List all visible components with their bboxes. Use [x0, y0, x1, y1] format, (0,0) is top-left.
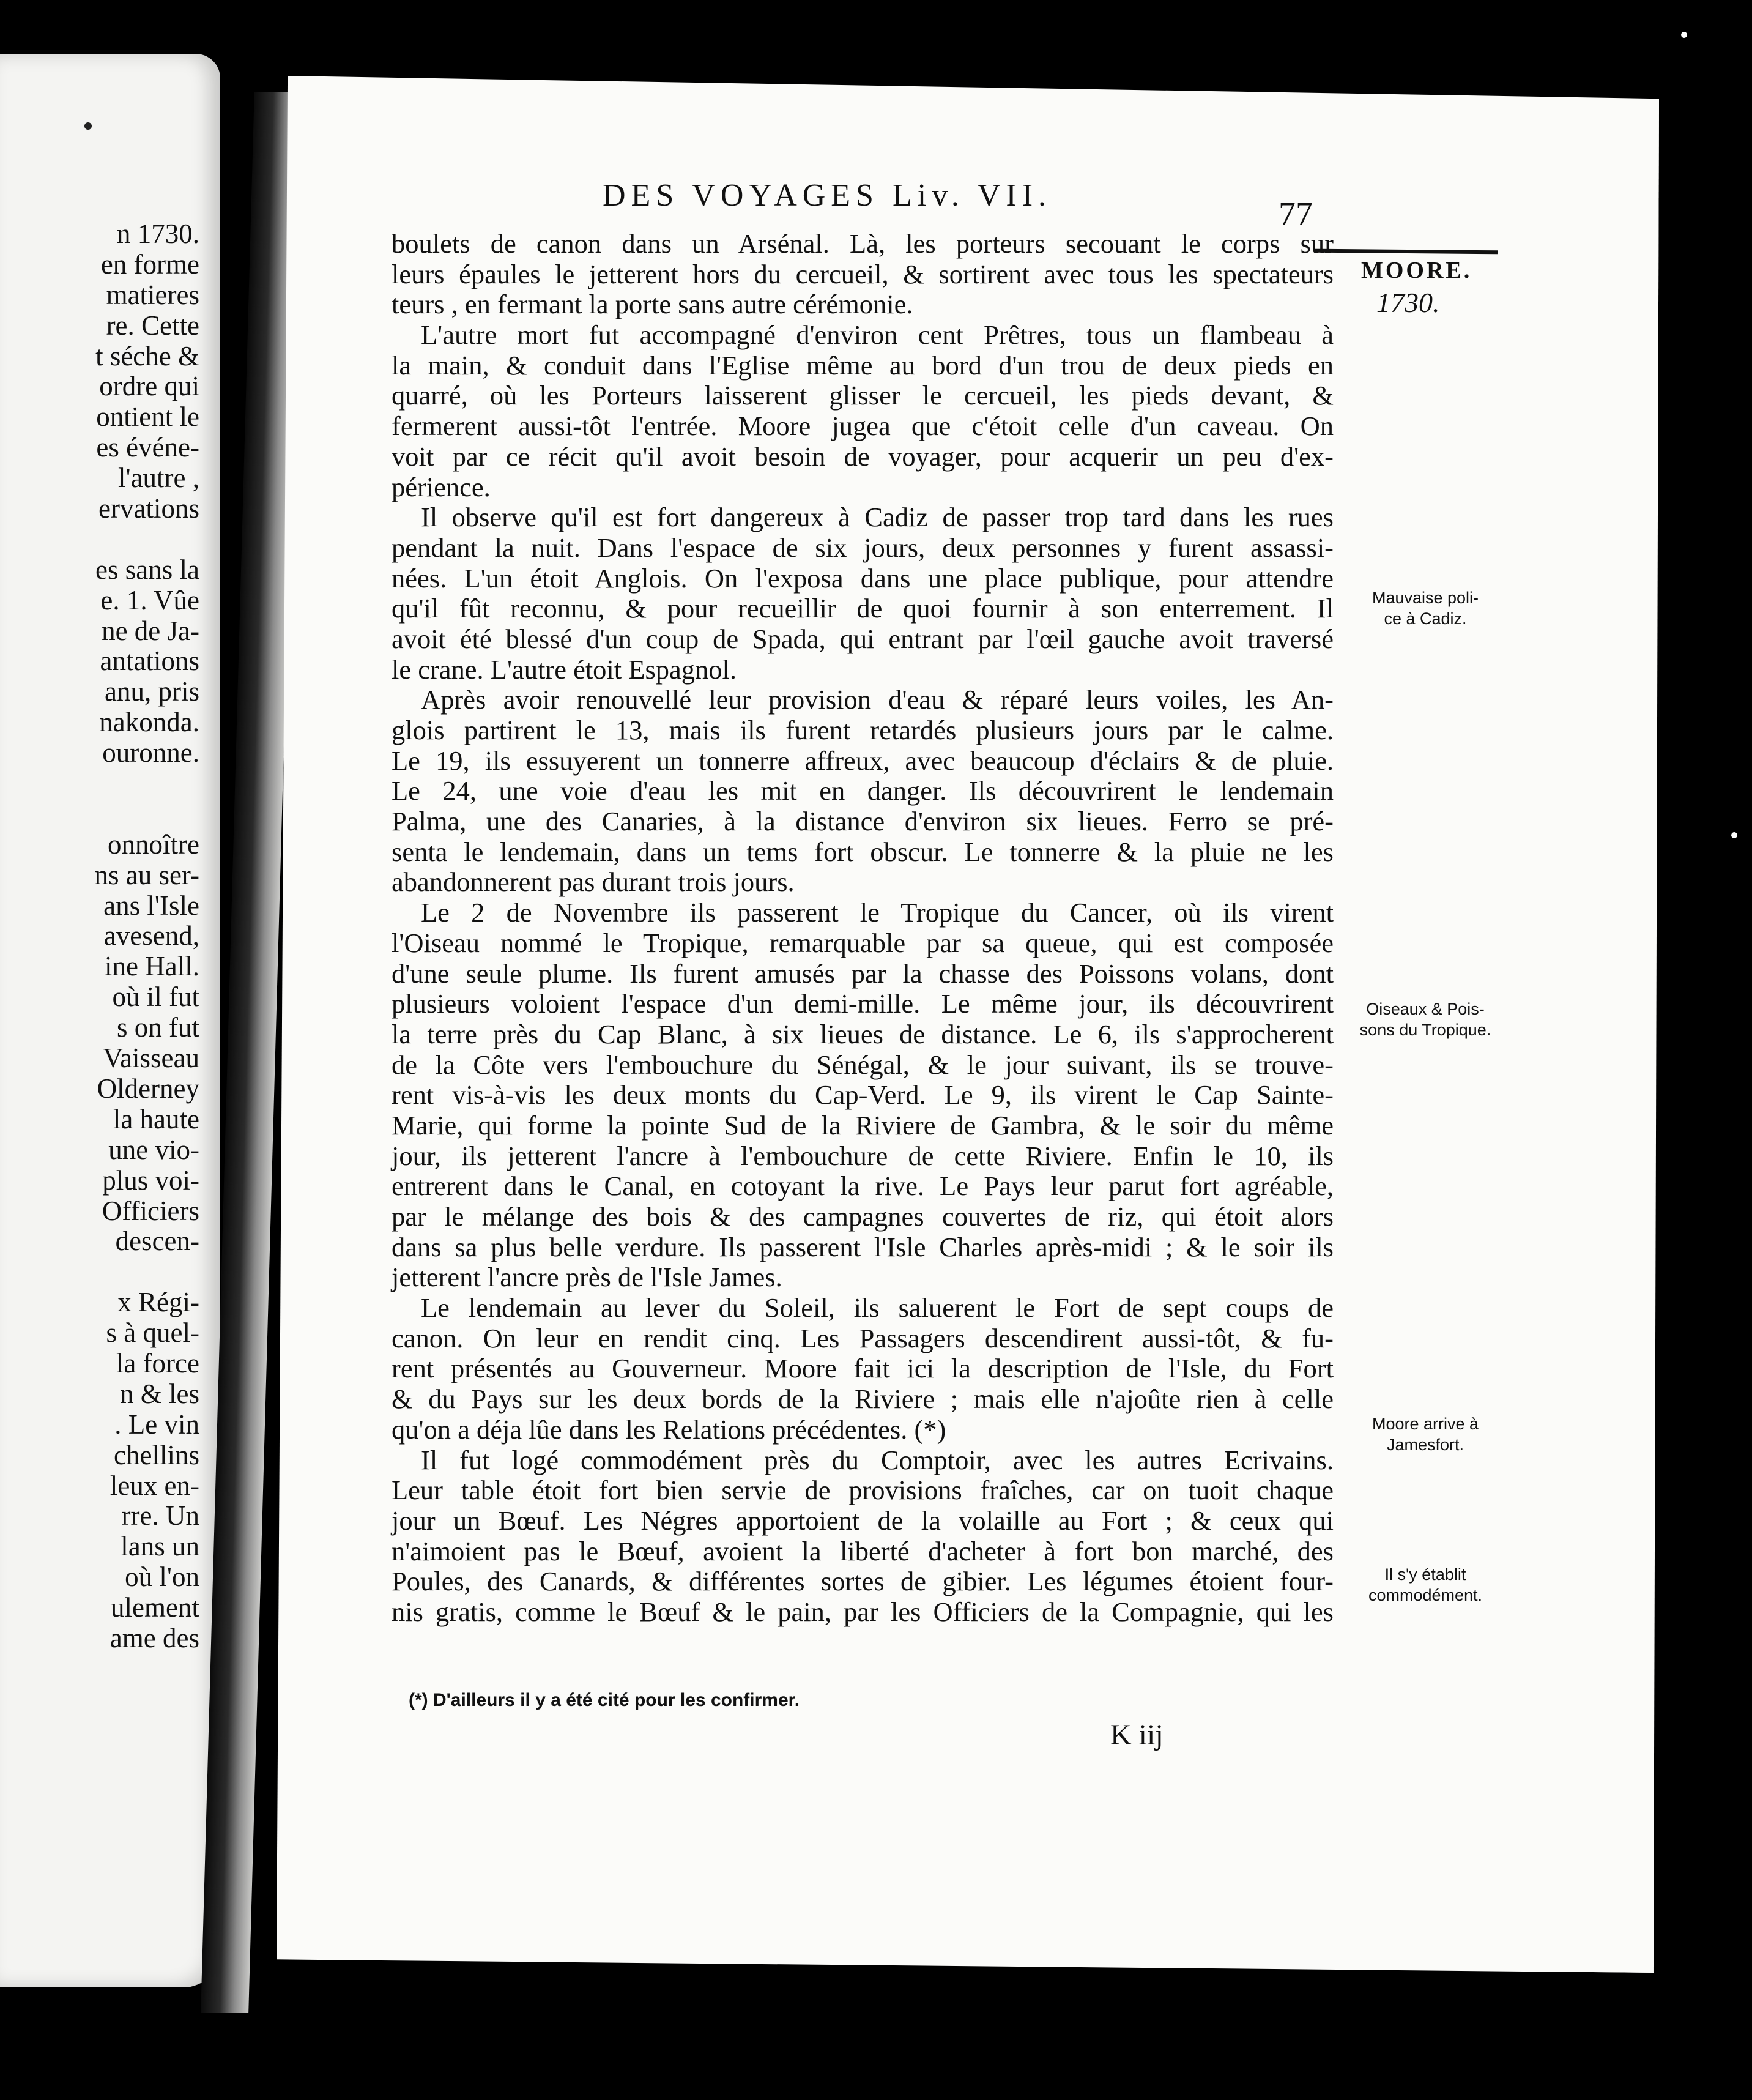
- left-page-line: ontient le: [96, 401, 199, 433]
- margin-note-line: sons du Tropique.: [1359, 1021, 1491, 1039]
- left-page-line: ine Hall.: [105, 951, 199, 982]
- left-page-line: t séche &: [95, 340, 199, 371]
- left-page-line: n & les: [120, 1378, 199, 1409]
- left-page-line: la haute: [113, 1103, 199, 1134]
- left-page-line: n 1730.: [117, 218, 199, 249]
- left-page-line: e. 1. Vûe: [100, 584, 199, 616]
- sidebar-year: 1730.: [1376, 287, 1440, 318]
- left-page-line: re. Cette: [106, 310, 199, 341]
- body-line: Après avoir renouvellé leur provision d'eau & réparé leurs voiles, les An-: [421, 684, 1334, 715]
- left-page-line: où l'on: [125, 1562, 199, 1593]
- body-line: d'une seule plume. Ils furent amusés par la chasse des Poissons volans, dont: [392, 958, 1334, 989]
- left-page-line: ame des: [110, 1622, 199, 1653]
- left-page-line: . Le vin: [114, 1409, 199, 1440]
- body-line: le crane. L'autre étoit Espagnol.: [392, 653, 737, 685]
- left-page-line: lans un: [121, 1531, 199, 1562]
- body-line: avoit été blessé d'un coup de Spada, qui entrant par l'œil gauche avoit traversé: [392, 623, 1334, 654]
- body-line: entrerent dans le Canal, en cotoyant la rive. Le Pays leur parut fort agréable,: [392, 1171, 1334, 1202]
- left-page-line: [0, 769, 199, 799]
- body-line: Le 2 de Novembre ils passerent le Tropique du Cancer, où ils virent: [421, 897, 1334, 928]
- body-line: senta le lendemain, dans un tems fort obscur. Le tonnerre & la pluie ne les: [392, 836, 1334, 867]
- sidebar-author: MOORE.: [1361, 258, 1472, 283]
- body-text: [392, 229, 1334, 1628]
- left-page-line: [0, 799, 199, 830]
- left-page-line: [0, 1257, 199, 1287]
- left-page-line: Vaisseau: [103, 1043, 199, 1074]
- body-line: par le mélange des bois & des campagnes couvertes de riz, qui étoit alors: [392, 1201, 1334, 1232]
- body-line: Palma, une des Canaries, à la distance d'environ six lieues. Ferro se pré-: [392, 806, 1334, 837]
- margin-note-line: Oiseaux & Pois-: [1366, 1000, 1485, 1018]
- left-page-line: x Régi-: [117, 1287, 199, 1318]
- left-page-line: en forme: [100, 248, 199, 280]
- body-line: dans sa plus belle verdure. Ils passerent l'Isle Charles après-midi ; & le soir ils: [392, 1231, 1334, 1262]
- body-line: L'autre mort fut accompagné d'environ cent Prêtres, tous un flambeau à: [421, 319, 1334, 351]
- body-line: nées. L'un étoit Anglois. On l'exposa dans une place publique, pour attendre: [392, 562, 1334, 594]
- left-page-line: es événe-: [96, 432, 199, 463]
- footnote: (*) D'ailleurs il y a été cité pour les confirmer.: [409, 1690, 800, 1710]
- left-page-line: l'autre ,: [117, 463, 199, 494]
- body-line: rent vis-à-vis les deux monts du Cap-Verd. Le 9, ils virent le Cap Sainte-: [392, 1079, 1334, 1111]
- running-head: DES VOYAGES Liv. VII.: [603, 178, 1052, 213]
- left-page-line: s on fut: [117, 1012, 199, 1043]
- signature-mark: K iij: [1110, 1719, 1164, 1751]
- body-line: Le lendemain au lever du Soleil, ils saluerent le Fort de sept coups de: [421, 1292, 1334, 1324]
- margin-note: [1334, 587, 1517, 629]
- margin-note: [1334, 1564, 1517, 1606]
- left-page-line: chellins: [114, 1439, 199, 1470]
- margin-note-line: ce à Cadiz.: [1384, 609, 1467, 628]
- left-page-line: avesend,: [103, 920, 199, 951]
- body-line: qu'on a déja lûe dans les Relations précédentes. (*): [392, 1413, 946, 1445]
- margin-note-line: Jamesfort.: [1386, 1435, 1464, 1454]
- left-page-line: descen-: [115, 1226, 199, 1257]
- left-page-line: Olderney: [97, 1073, 199, 1104]
- left-page-line: plus voi-: [102, 1164, 199, 1196]
- body-line: Leur table étoit fort bien servie de provisions fraîches, car on tuoit chaque: [392, 1475, 1334, 1506]
- body-line: Il fut logé commodément près du Comptoir, avec les autres Ecrivains.: [421, 1444, 1334, 1475]
- body-line: n'aimoient pas le Bœuf, avoient la liberté d'acheter à fort bon marché, des: [392, 1535, 1334, 1566]
- page-number: 77: [1279, 195, 1313, 233]
- left-page-line: ouronne.: [102, 737, 199, 769]
- body-line: la terre près du Cap Blanc, à six lieues de distance. Le 6, ils s'approcherent: [392, 1018, 1334, 1049]
- left-page-line: [0, 524, 199, 555]
- body-line: & du Pays sur les deux bords de la Riviere ; mais elle n'ajoûte rien à celle: [392, 1383, 1334, 1415]
- body-line: périence.: [392, 471, 491, 502]
- scan-speck: [1731, 832, 1737, 838]
- left-page-line: où il fut: [112, 981, 199, 1013]
- left-page-line: matieres: [106, 279, 199, 310]
- body-line: la main, & conduit dans l'Eglise même au bord d'un trou de deux pieds en: [392, 349, 1334, 381]
- left-page-line: ne de Ja-: [102, 615, 199, 646]
- margin-note-line: Moore arrive à: [1372, 1415, 1479, 1433]
- body-line: jour, ils jetterent l'ancre à l'embouchure de cette Riviere. Enfin le 10, ils: [392, 1140, 1334, 1171]
- margin-note-line: commodément.: [1368, 1586, 1483, 1604]
- left-page-line: onnoître: [108, 828, 199, 860]
- body-line: canon. On leur en rendit cinq. Les Passagers descendirent aussi-tôt, & fu-: [392, 1322, 1334, 1353]
- margin-note-line: Il s'y établit: [1384, 1565, 1466, 1584]
- body-line: boulets de canon dans un Arsénal. Là, les porteurs secouant le corps sur: [392, 228, 1334, 259]
- body-line: teurs , en fermant la porte sans autre cérémonie.: [392, 289, 913, 320]
- left-page-text: [0, 219, 199, 1654]
- body-line: Le 19, ils essuyerent un tonnerre affreux, avec beaucoup d'éclairs & de pluie.: [392, 745, 1334, 776]
- body-line: leurs épaules le jetterent hors du cercueil, & sortirent avec tous les spectateurs: [392, 258, 1334, 289]
- margin-note: [1334, 999, 1517, 1040]
- left-page-line: ulement: [111, 1592, 199, 1623]
- left-page-line: ervations: [98, 493, 199, 524]
- body-line: quarré, où les Porteurs laisserent glisser le cercueil, les pieds devant, &: [392, 380, 1334, 411]
- body-line: Le 24, une voie d'eau les mit en danger. Ils découvrirent le lendemain: [392, 775, 1334, 806]
- margin-note-line: Mauvaise poli-: [1372, 589, 1479, 607]
- body-line: l'Oiseau nommé le Tropique, remarquable par sa queue, qui est composée: [392, 927, 1334, 958]
- body-line: de la Côte vers l'embouchure du Sénégal, & le jour suivant, ils se trouve-: [392, 1049, 1334, 1080]
- left-page-line: rre. Un: [121, 1500, 199, 1532]
- body-line: pendant la nuit. Dans l'espace de six jours, deux personnes y furent assassi-: [392, 532, 1334, 563]
- body-line: rent présentés au Gouverneur. Moore fait ici la description de l'Isle, du Fort: [392, 1353, 1334, 1384]
- body-line: Il observe qu'il est fort dangereux à Cadiz de passer trop tard dans les rues: [421, 502, 1334, 533]
- margin-note: [1334, 1413, 1517, 1455]
- body-line: Marie, qui forme la pointe Sud de la Riviere de Gambra, & le soir du même: [392, 1109, 1334, 1141]
- left-page-line: nakonda.: [99, 707, 199, 738]
- body-line: nis gratis, comme le Bœuf & le pain, par les Officiers de la Compagnie, qui les: [392, 1596, 1334, 1627]
- body-line: jour un Bœuf. Les Négres apportoient de la volaille au Fort ; & ceux qui: [392, 1505, 1334, 1536]
- left-page-line: la force: [116, 1347, 199, 1379]
- ink-mark: [84, 122, 92, 130]
- body-line: glois partirent le 13, mais ils furent retardés plusieurs jours par le calme.: [392, 715, 1334, 745]
- body-line: jetterent l'ancre près de l'Isle James.: [392, 1262, 782, 1293]
- left-page-line: anu, pris: [105, 676, 199, 707]
- left-page-line: une vio-: [108, 1134, 199, 1165]
- body-line: plusieurs voloient l'espace d'un demi-mille. Le même jour, ils découvrirent: [392, 988, 1334, 1019]
- left-facing-page: [0, 54, 220, 1987]
- body-line: abandonnerent pas durant trois jours.: [392, 866, 795, 898]
- body-line: voit par ce récit qu'il avoit besoin de voyager, pour acquerir un peu d'ex-: [392, 441, 1334, 472]
- left-page-line: leux en-: [110, 1470, 199, 1501]
- left-page-line: Officiers: [102, 1195, 199, 1226]
- body-line: qu'il fût reconnu, & pour recueillir de quoi fournir à son enterrement. Il: [392, 593, 1334, 624]
- body-line: fermerent aussi-tôt l'entrée. Moore jugea que c'étoit celle d'un caveau. On: [392, 411, 1334, 442]
- left-page-line: s à quel-: [106, 1317, 199, 1349]
- left-page-line: ordre qui: [99, 371, 199, 402]
- left-page-line: es sans la: [95, 554, 199, 585]
- left-page-line: ns au ser-: [94, 859, 199, 890]
- left-page-line: antations: [100, 646, 199, 677]
- scan-speck: [1681, 32, 1687, 38]
- body-line: Poules, des Canards, & différentes sortes de gibier. Les légumes étoient four-: [392, 1566, 1334, 1597]
- left-page-line: ans l'Isle: [103, 890, 199, 921]
